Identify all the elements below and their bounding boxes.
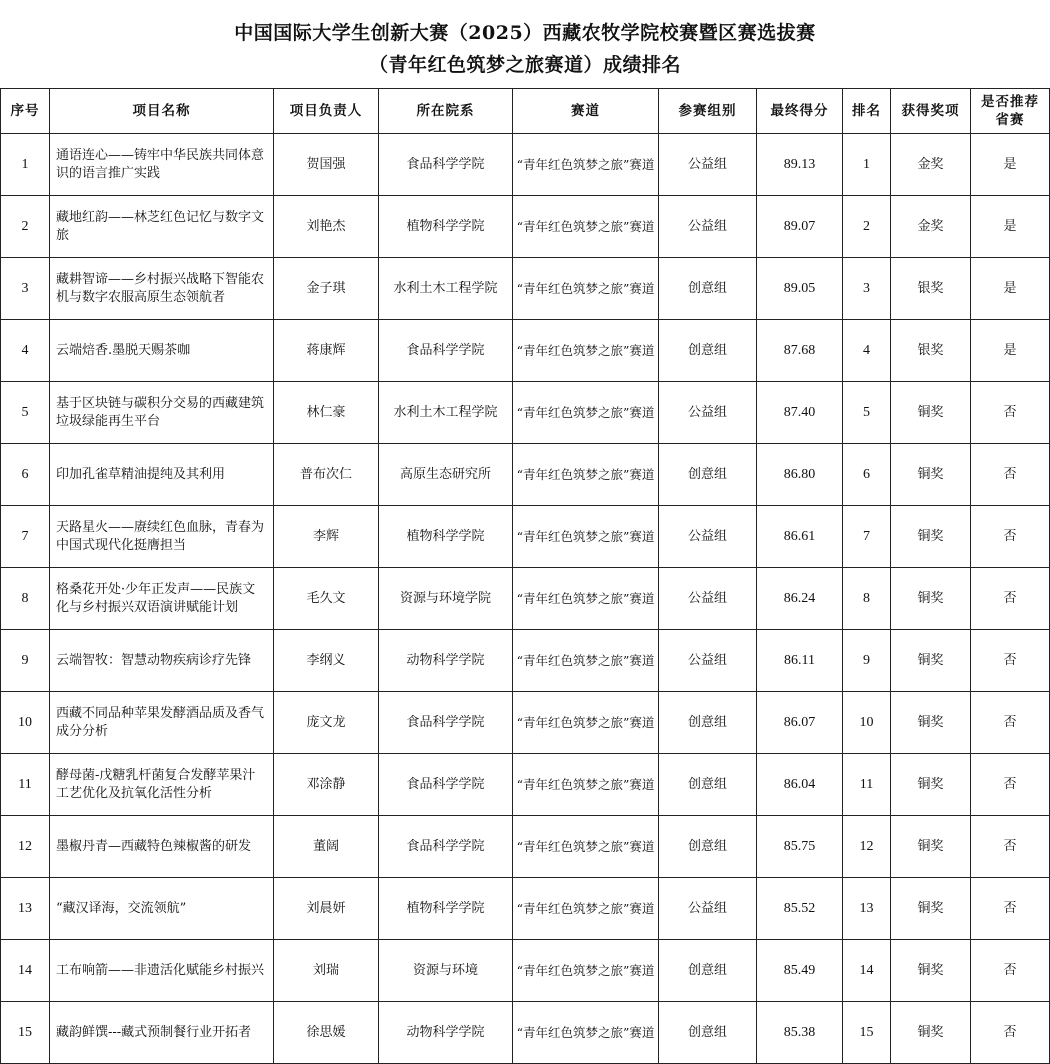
cell-rank: 12	[843, 816, 891, 878]
cell-group: 创意组	[659, 816, 757, 878]
cell-leader: 董阔	[274, 816, 379, 878]
cell-rank: 5	[843, 382, 891, 444]
table-row	[1, 320, 1050, 382]
cell-award: 铜奖	[891, 692, 971, 754]
cell-track: “青年红色筑梦之旅”赛道	[513, 258, 659, 320]
cell-score: 85.38	[757, 1002, 843, 1064]
cell-leader: 刘晨妍	[274, 878, 379, 940]
cell-no: 7	[1, 506, 50, 568]
cell-group: 公益组	[659, 506, 757, 568]
cell-leader: 李辉	[274, 506, 379, 568]
cell-project-name: 藏韵鲜馔---藏式预制餐行业开拓者	[50, 1002, 274, 1064]
table-row	[1, 754, 1050, 816]
cell-department: 高原生态研究所	[379, 444, 513, 506]
cell-award: 铜奖	[891, 940, 971, 1002]
cell-award: 铜奖	[891, 816, 971, 878]
cell-leader: 贺国强	[274, 134, 379, 196]
table-row	[1, 258, 1050, 320]
header-no: 序号	[1, 89, 50, 134]
cell-score: 85.52	[757, 878, 843, 940]
cell-score: 89.05	[757, 258, 843, 320]
cell-department: 植物科学学院	[379, 878, 513, 940]
table-row	[1, 940, 1050, 1002]
cell-score: 86.24	[757, 568, 843, 630]
table-row	[1, 382, 1050, 444]
cell-score: 86.07	[757, 692, 843, 754]
cell-award: 铜奖	[891, 568, 971, 630]
cell-track: “青年红色筑梦之旅”赛道	[513, 816, 659, 878]
cell-department: 水利土木工程学院	[379, 258, 513, 320]
cell-score: 86.61	[757, 506, 843, 568]
cell-group: 创意组	[659, 1002, 757, 1064]
cell-group: 公益组	[659, 196, 757, 258]
header-leader: 项目负责人	[274, 89, 379, 134]
cell-no: 8	[1, 568, 50, 630]
cell-department: 动物科学学院	[379, 630, 513, 692]
cell-leader: 普布次仁	[274, 444, 379, 506]
table-row	[1, 1002, 1050, 1064]
table-row	[1, 630, 1050, 692]
cell-project-name: 格桑花开处·少年正发声——民族文化与乡村振兴双语演讲赋能计划	[50, 568, 274, 630]
cell-group: 创意组	[659, 940, 757, 1002]
cell-group: 公益组	[659, 382, 757, 444]
cell-group: 创意组	[659, 444, 757, 506]
cell-leader: 刘艳杰	[274, 196, 379, 258]
header-score: 最终得分	[757, 89, 843, 134]
cell-group: 创意组	[659, 258, 757, 320]
cell-group: 创意组	[659, 754, 757, 816]
cell-recommend: 否	[971, 630, 1050, 692]
cell-rank: 9	[843, 630, 891, 692]
cell-department: 食品科学学院	[379, 754, 513, 816]
header-track: 赛道	[513, 89, 659, 134]
cell-score: 85.75	[757, 816, 843, 878]
cell-rank: 14	[843, 940, 891, 1002]
cell-rank: 1	[843, 134, 891, 196]
cell-project-name: 印加孔雀草精油提纯及其利用	[50, 444, 274, 506]
cell-track: “青年红色筑梦之旅”赛道	[513, 940, 659, 1002]
cell-rank: 13	[843, 878, 891, 940]
cell-award: 铜奖	[891, 878, 971, 940]
cell-rank: 11	[843, 754, 891, 816]
cell-project-name: 墨椒丹青—西藏特色辣椒酱的研发	[50, 816, 274, 878]
cell-track: “青年红色筑梦之旅”赛道	[513, 630, 659, 692]
cell-score: 85.49	[757, 940, 843, 1002]
cell-department: 植物科学学院	[379, 506, 513, 568]
cell-project-name: 云端智牧：智慧动物疾病诊疗先锋	[50, 630, 274, 692]
cell-leader: 李纲义	[274, 630, 379, 692]
cell-rank: 7	[843, 506, 891, 568]
cell-department: 水利土木工程学院	[379, 382, 513, 444]
header-recommend: 是否推荐省赛	[971, 89, 1050, 134]
cell-no: 13	[1, 878, 50, 940]
cell-project-name: 通语连心——铸牢中华民族共同体意识的语言推广实践	[50, 134, 274, 196]
cell-no: 11	[1, 754, 50, 816]
header-award: 获得奖项	[891, 89, 971, 134]
header-project-name: 项目名称	[50, 89, 274, 134]
table-row	[1, 506, 1050, 568]
table-row	[1, 692, 1050, 754]
cell-department: 食品科学学院	[379, 320, 513, 382]
table-row	[1, 878, 1050, 940]
cell-department: 植物科学学院	[379, 196, 513, 258]
cell-rank: 3	[843, 258, 891, 320]
cell-project-name: 西藏不同品种苹果发酵酒品质及香气成分分析	[50, 692, 274, 754]
cell-group: 公益组	[659, 630, 757, 692]
cell-leader: 金子琪	[274, 258, 379, 320]
page-header	[0, 0, 1050, 90]
cell-department: 动物科学学院	[379, 1002, 513, 1064]
table-row	[1, 196, 1050, 258]
cell-score: 86.11	[757, 630, 843, 692]
table-header-row	[1, 89, 1050, 134]
cell-track: “青年红色筑梦之旅”赛道	[513, 692, 659, 754]
cell-rank: 6	[843, 444, 891, 506]
cell-track: “青年红色筑梦之旅”赛道	[513, 506, 659, 568]
cell-recommend: 否	[971, 444, 1050, 506]
cell-rank: 2	[843, 196, 891, 258]
cell-leader: 林仁豪	[274, 382, 379, 444]
cell-leader: 刘瑞	[274, 940, 379, 1002]
cell-award: 金奖	[891, 196, 971, 258]
cell-project-name: 云端焙香.墨脱天赐茶咖	[50, 320, 274, 382]
ranking-table	[0, 88, 1050, 1064]
cell-group: 公益组	[659, 134, 757, 196]
cell-rank: 8	[843, 568, 891, 630]
cell-recommend: 否	[971, 568, 1050, 630]
cell-department: 食品科学学院	[379, 134, 513, 196]
cell-track: “青年红色筑梦之旅”赛道	[513, 196, 659, 258]
cell-track: “青年红色筑梦之旅”赛道	[513, 444, 659, 506]
cell-leader: 邓涂静	[274, 754, 379, 816]
header-group: 参赛组别	[659, 89, 757, 134]
cell-no: 1	[1, 134, 50, 196]
cell-rank: 4	[843, 320, 891, 382]
cell-group: 公益组	[659, 568, 757, 630]
table-row	[1, 568, 1050, 630]
cell-track: “青年红色筑梦之旅”赛道	[513, 320, 659, 382]
cell-recommend: 否	[971, 692, 1050, 754]
cell-no: 4	[1, 320, 50, 382]
cell-project-name: 基于区块链与碳积分交易的西藏建筑垃圾绿能再生平台	[50, 382, 274, 444]
cell-recommend: 是	[971, 134, 1050, 196]
cell-no: 10	[1, 692, 50, 754]
cell-score: 87.68	[757, 320, 843, 382]
cell-no: 15	[1, 1002, 50, 1064]
table-body	[1, 134, 1050, 1064]
page-subtitle: （青年红色筑梦之旅赛道）成绩排名	[368, 54, 681, 76]
cell-award: 铜奖	[891, 444, 971, 506]
cell-recommend: 是	[971, 196, 1050, 258]
cell-project-name: 藏耕智谛——乡村振兴战略下智能农机与数字农服高原生态领航者	[50, 258, 274, 320]
cell-recommend: 否	[971, 1002, 1050, 1064]
cell-recommend: 是	[971, 258, 1050, 320]
cell-no: 9	[1, 630, 50, 692]
cell-award: 铜奖	[891, 754, 971, 816]
cell-department: 食品科学学院	[379, 816, 513, 878]
cell-project-name: 天路星火——赓续红色血脉，青春为中国式现代化挺膺担当	[50, 506, 274, 568]
cell-track: “青年红色筑梦之旅”赛道	[513, 382, 659, 444]
cell-project-name: 藏地红韵——林芝红色记忆与数字文旅	[50, 196, 274, 258]
page-title: 中国国际大学生创新大赛（2025）西藏农牧学院校赛暨区赛选拔赛	[234, 22, 816, 44]
cell-no: 5	[1, 382, 50, 444]
cell-track: “青年红色筑梦之旅”赛道	[513, 878, 659, 940]
cell-award: 铜奖	[891, 382, 971, 444]
cell-award: 银奖	[891, 320, 971, 382]
cell-no: 2	[1, 196, 50, 258]
cell-project-name: 酵母菌-戊糖乳杆菌复合发酵苹果汁工艺优化及抗氧化活性分析	[50, 754, 274, 816]
cell-group: 创意组	[659, 320, 757, 382]
cell-no: 6	[1, 444, 50, 506]
table-row	[1, 816, 1050, 878]
cell-project-name: “藏汉译海，交流领航”	[50, 878, 274, 940]
cell-recommend: 否	[971, 754, 1050, 816]
cell-track: “青年红色筑梦之旅”赛道	[513, 134, 659, 196]
cell-recommend: 否	[971, 816, 1050, 878]
cell-rank: 15	[843, 1002, 891, 1064]
cell-rank: 10	[843, 692, 891, 754]
cell-award: 银奖	[891, 258, 971, 320]
cell-score: 86.80	[757, 444, 843, 506]
cell-recommend: 否	[971, 878, 1050, 940]
cell-track: “青年红色筑梦之旅”赛道	[513, 568, 659, 630]
cell-department: 资源与环境	[379, 940, 513, 1002]
cell-score: 87.40	[757, 382, 843, 444]
header-rank: 排名	[843, 89, 891, 134]
table-row	[1, 134, 1050, 196]
cell-track: “青年红色筑梦之旅”赛道	[513, 754, 659, 816]
cell-recommend: 是	[971, 320, 1050, 382]
cell-department: 食品科学学院	[379, 692, 513, 754]
cell-recommend: 否	[971, 382, 1050, 444]
cell-award: 铜奖	[891, 1002, 971, 1064]
cell-leader: 毛久文	[274, 568, 379, 630]
cell-score: 89.13	[757, 134, 843, 196]
cell-award: 金奖	[891, 134, 971, 196]
cell-group: 公益组	[659, 878, 757, 940]
cell-award: 铜奖	[891, 630, 971, 692]
cell-leader: 庞文龙	[274, 692, 379, 754]
table-row	[1, 444, 1050, 506]
cell-recommend: 否	[971, 940, 1050, 1002]
cell-score: 86.04	[757, 754, 843, 816]
cell-track: “青年红色筑梦之旅”赛道	[513, 1002, 659, 1064]
cell-no: 3	[1, 258, 50, 320]
cell-recommend: 否	[971, 506, 1050, 568]
cell-leader: 徐思媛	[274, 1002, 379, 1064]
cell-leader: 蒋康辉	[274, 320, 379, 382]
cell-award: 铜奖	[891, 506, 971, 568]
cell-no: 14	[1, 940, 50, 1002]
cell-project-name: 工布响箭——非遗活化赋能乡村振兴	[50, 940, 274, 1002]
cell-no: 12	[1, 816, 50, 878]
cell-group: 创意组	[659, 692, 757, 754]
cell-score: 89.07	[757, 196, 843, 258]
header-department: 所在院系	[379, 89, 513, 134]
cell-department: 资源与环境学院	[379, 568, 513, 630]
